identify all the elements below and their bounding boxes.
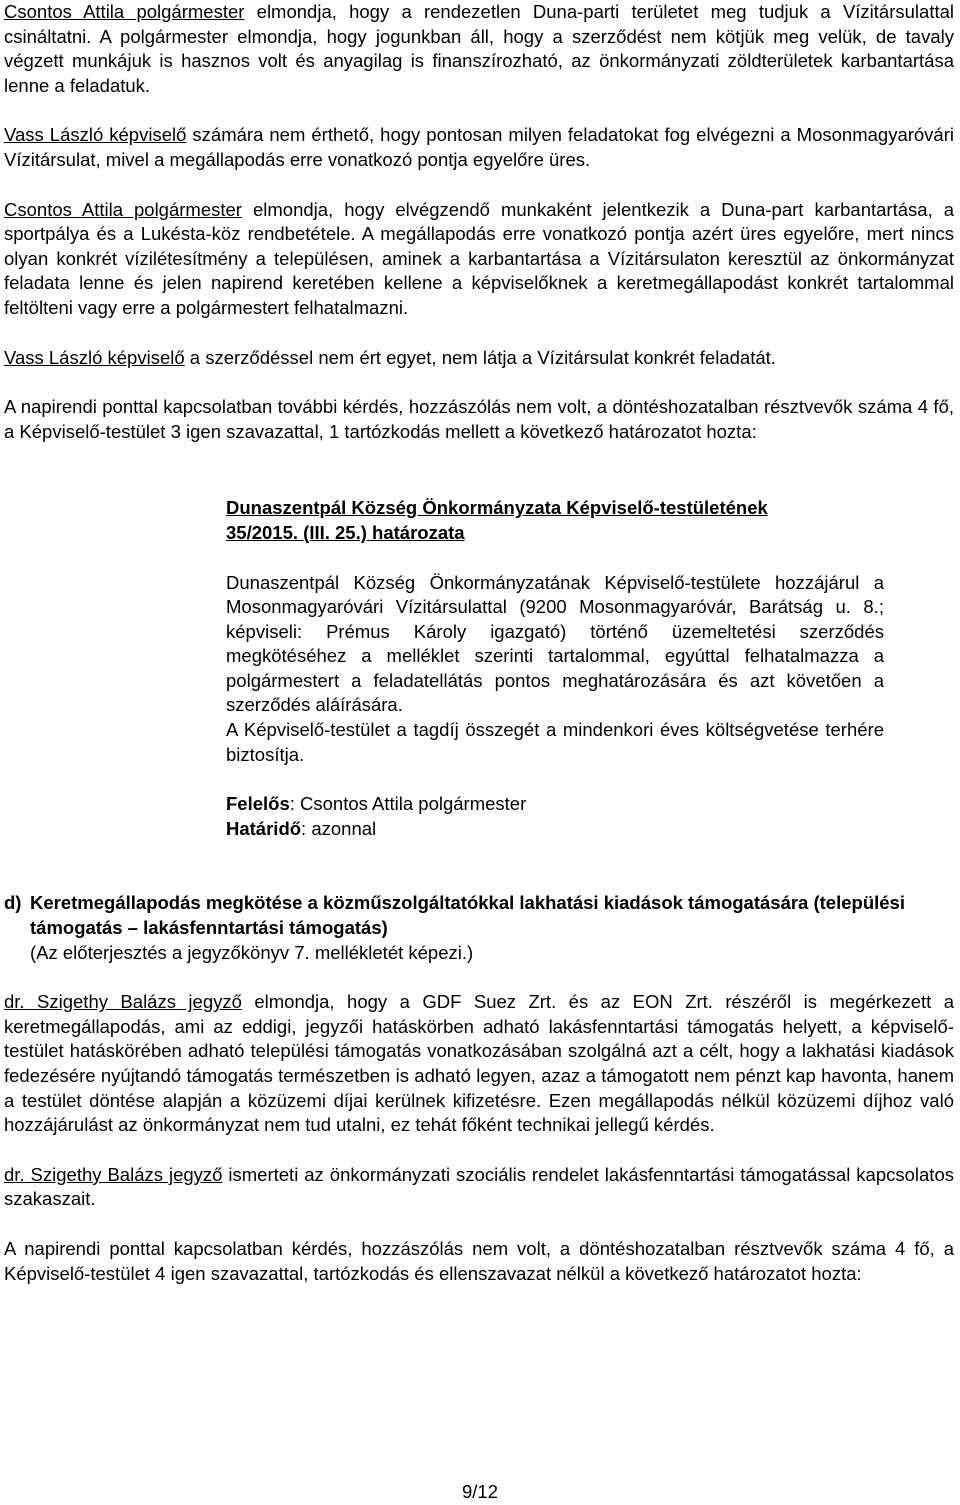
speaker-name: Vass László képviselő bbox=[4, 346, 185, 368]
resolution-title-line1: Dunaszentpál Község Önkormányzata Képviselő-testületének bbox=[226, 497, 768, 519]
paragraph-notary-2 bbox=[0, 1163, 960, 1212]
speaker-name: dr. Szigethy Balázs jegyző bbox=[4, 1163, 223, 1185]
paragraph-notary-1 bbox=[0, 990, 960, 1138]
resolution-title bbox=[226, 496, 884, 545]
paragraph-mayor-2 bbox=[0, 198, 960, 321]
agenda-item-label: d) bbox=[4, 892, 22, 914]
paragraph-vass-2 bbox=[0, 346, 960, 371]
resolution-deadline bbox=[226, 817, 884, 842]
paragraph-text: számára nem érthető, hogy pontosan milyen feladatokat fog elvégezni a Mosonmagyaróvári Vízitársulat, mivel a megállapodás erre vonatkozó pontja egyelőre üres. bbox=[4, 124, 954, 170]
responsible-value: : Csontos Attila polgármester bbox=[289, 793, 527, 815]
agenda-item-d bbox=[0, 891, 960, 965]
agenda-item-note: (Az előterjesztés a jegyzőkönyv 7. mellékletét képezi.) bbox=[30, 941, 474, 963]
responsible-label: Felelős bbox=[226, 793, 290, 815]
speaker-name: Vass László képviselő bbox=[4, 124, 187, 146]
paragraph-vote-1: A napirendi ponttal kapcsolatban további kérdés, hozzászólás nem volt, a döntéshozatalban résztvevők száma 4 fő, a Képviselő-testület 3 igen szavazattal, 1 tartózkodás mellett a következő határozatot hozta: bbox=[4, 396, 954, 442]
paragraph-text: ismerteti az önkormányzati szociális rendelet lakásfenntartási támogatással kapcsolatos szakaszait. bbox=[4, 1163, 954, 1210]
page-number: 9/12 bbox=[461, 1481, 498, 1502]
resolution-body-2: A Képviselő-testület a tagdíj összegét a mindenkori éves költségvetése terhére biztosítja. bbox=[226, 719, 884, 765]
paragraph-text: elmondja, hogy elvégzendő munkaként jelentkezik a Duna-part karbantartása, a sportpálya és a Lukésta-köz rendbetétele. A megállapodás erre vonatkozó pontja azért üres egyelőre, mert nincs olyan konkrét vízilétesítmény a településen, aminek a karbantartása a Vízitársulaton keresztül az önkormányzat feladata lenne és jelen napirend keretében kellene a képviselőknek a keretmegállapodást konkrét tartalommal feltölteni vagy erre a polgármestert felhatalmazni. bbox=[4, 198, 955, 318]
resolution-block bbox=[0, 496, 960, 841]
paragraph-text: elmondja, hogy a rendezetlen Duna-parti területet meg tudjuk a Vízitársulattal csináltatni. A polgármester elmondja, hogy jogunkban áll, hogy a szerződést nem kötjük meg velük, de tavaly végzett munkájuk is hasznos volt és anyagilag is finanszírozható, az önkormányzati zöldterületek karbantartása lenne a feladatuk. bbox=[4, 1, 954, 96]
deadline-label: Határidő bbox=[226, 817, 302, 839]
paragraph-text: a szerződéssel nem ért egyet, nem látja a Vízitársulat konkrét feladatát. bbox=[184, 346, 776, 368]
speaker-name: dr. Szigethy Balázs jegyző bbox=[4, 991, 242, 1013]
resolution-title-line2: 35/2015. (III. 25.) határozata bbox=[226, 521, 465, 543]
paragraph-vass-1 bbox=[0, 123, 960, 172]
agenda-item-title: Keretmegállapodás megkötése a közműszolgáltatókkal lakhatási kiadások támogatására (települési támogatás – lakásfenntartási támogatás) bbox=[30, 892, 905, 939]
resolution-body-1: Dunaszentpál Község Önkormányzatának Képviselő-testülete hozzájárul a Mosonmagyaróvári Vízitársulattal (9200 Mosonmagyaróvár, Barátság u. 8.; képviseli: Prémus Károly igazgató) történő üzemeltetési szerződés megkötéséhez a melléklet szerinti tartalommal, egyúttal felhatalmazza a polgármestert a feladatellátás pontos meghatározására és azt követően a szerződés aláírására. bbox=[226, 571, 884, 716]
resolution-responsible bbox=[226, 792, 884, 817]
speaker-name: Csontos Attila polgármester bbox=[4, 198, 242, 220]
paragraph-text: elmondja, hogy a GDF Suez Zrt. és az EON Zrt. részéről is megérkezett a keretmegállapodás, ami az eddigi, jegyzői hatáskörben adható lakásfenntartási támogatás helyett, a képviselő-testület hatáskörében adható települési támogatás vonatkozásában szolgálná azt a célt, hogy a lakhatási kiadások fedezésére nyújtandó támogatás természetben is adható legyen, azaz a támogatott nem pénzt kap havonta, hanem a testület döntése alapján a közüzemi díjai kerülnek kifizetésre. Ezen megállapodás nélkül közüzemi díjhoz való hozzájárulást az önkormányzat nem tud utalni, ez tehát főként technikai jellegű kérdés. bbox=[4, 991, 955, 1136]
speaker-name: Csontos Attila polgármester bbox=[4, 1, 245, 22]
deadline-value: : azonnal bbox=[301, 817, 377, 839]
paragraph-mayor-1 bbox=[0, 0, 960, 98]
paragraph-vote-2: A napirendi ponttal kapcsolatban kérdés, hozzászólás nem volt, a döntéshozatalban résztvevők száma 4 fő, a Képviselő-testület 4 igen szavazattal, tartózkodás és ellenszavazat nélkül a következő határozatot hozta: bbox=[4, 1237, 954, 1284]
